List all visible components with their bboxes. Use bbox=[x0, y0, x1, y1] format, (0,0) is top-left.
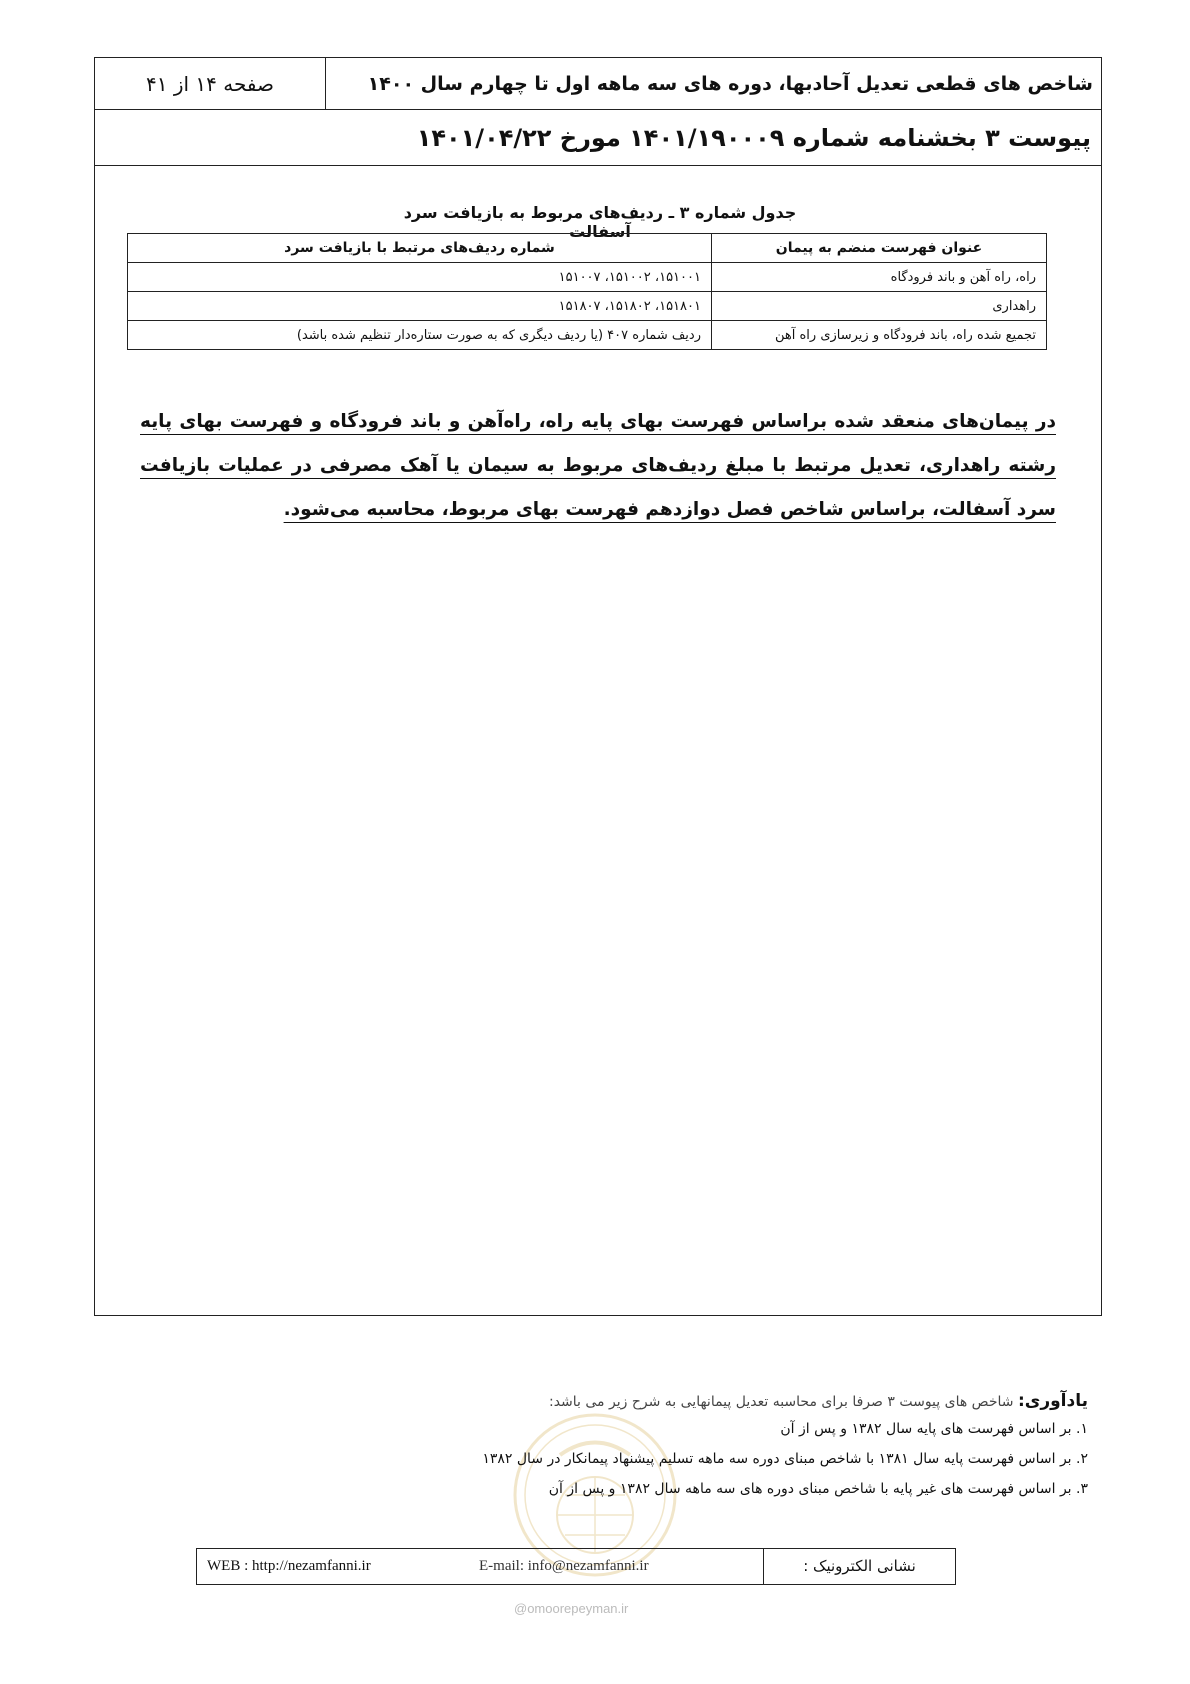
table-header-cell: عنوان فهرست منضم به پیمان bbox=[712, 234, 1047, 263]
contact-box bbox=[196, 1548, 956, 1585]
table-cell: ردیف شماره ۴۰۷ (یا ردیف دیگری که به صورت ستاره‌دار تنظیم شده باشد) bbox=[128, 321, 712, 350]
subheader-row bbox=[95, 110, 1101, 166]
contact-email-link[interactable]: E-mail: info@nezamfanni.ir bbox=[479, 1558, 649, 1574]
table-cell: ۱۵۱۸۰۱، ۱۵۱۸۰۲، ۱۵۱۸۰۷ bbox=[128, 292, 712, 321]
note-item: ۱. بر اساس فهرست های پایه سال ۱۳۸۲ و پس از آن bbox=[780, 1421, 1088, 1437]
notes-label: یادآوری: bbox=[1017, 1391, 1088, 1411]
table-header-row bbox=[128, 234, 1047, 263]
table-cell: ۱۵۱۰۰۱، ۱۵۱۰۰۲، ۱۵۱۰۰۷ bbox=[128, 263, 712, 292]
table-caption: جدول شماره ۳ ـ ردیف‌های مربوط به بازیافت سرد آسفالت bbox=[403, 203, 797, 241]
notes-intro: شاخص های پیوست ۳ صرفا برای محاسبه تعدیل پیمانهایی به شرح زیر می باشد: bbox=[548, 1394, 1014, 1410]
contact-web-link[interactable]: WEB : http://nezamfanni.ir bbox=[207, 1558, 371, 1574]
header-title: شاخص های قطعی تعدیل آحادبها، دوره های سه ماهه اول تا چهارم سال ۱۴۰۰ bbox=[367, 73, 1093, 95]
table-header-cell: شماره ردیف‌های مرتبط با بازیافت سرد bbox=[128, 234, 712, 263]
table-cell: راه، راه آهن و باند فرودگاه bbox=[712, 263, 1047, 292]
notes-section bbox=[388, 1388, 1088, 1504]
header-subtitle: پیوست ۳ بخشنامه شماره ۱۴۰۱/۱۹۰۰۰۹ مورخ ۱۴۰۱/۰۴/۲۲ bbox=[416, 124, 1091, 152]
body-paragraph-text: در پیمان‌های منعقد شده براساس فهرست بهای پایه راه، راه‌آهن و باند فرودگاه و فهرست بهای پایه رشته راهداری، تعدیل مرتبط با مبلغ ردیف‌های مربوط به سیمان یا آهک مصرفی در عملیات بازیافت سرد آسفالت، براساس شاخص فصل دوازدهم فهرست بهای مربوط، محاسبه می‌شود. bbox=[140, 411, 1056, 520]
body-paragraph bbox=[140, 400, 1056, 532]
asphalt-rows-table bbox=[127, 233, 1047, 350]
table-row bbox=[128, 292, 1047, 321]
notes-lead bbox=[388, 1388, 1088, 1414]
table-row bbox=[128, 263, 1047, 292]
table-row bbox=[128, 321, 1047, 350]
note-item: ۳. بر اساس فهرست های غیر پایه با شاخص مبنای دوره های سه ماهه سال ۱۳۸۲ و پس از آن bbox=[548, 1481, 1088, 1497]
contact-label: نشانی الکترونیک : bbox=[763, 1549, 955, 1584]
watermark-url: @omoorepeyman.ir bbox=[514, 1601, 629, 1616]
page-number: صفحه ۱۴ از ۴۱ bbox=[95, 58, 326, 110]
header-row bbox=[95, 58, 1101, 110]
note-item: ۲. بر اساس فهرست پایه سال ۱۳۸۱ با شاخص مبنای دوره سه ماهه تسلیم پیشنهاد پیمانکار در سال ۱۳۸۲ bbox=[482, 1451, 1088, 1467]
table-cell: راهداری bbox=[712, 292, 1047, 321]
table-cell: تجمیع شده راه، باند فرودگاه و زیرسازی راه آهن bbox=[712, 321, 1047, 350]
